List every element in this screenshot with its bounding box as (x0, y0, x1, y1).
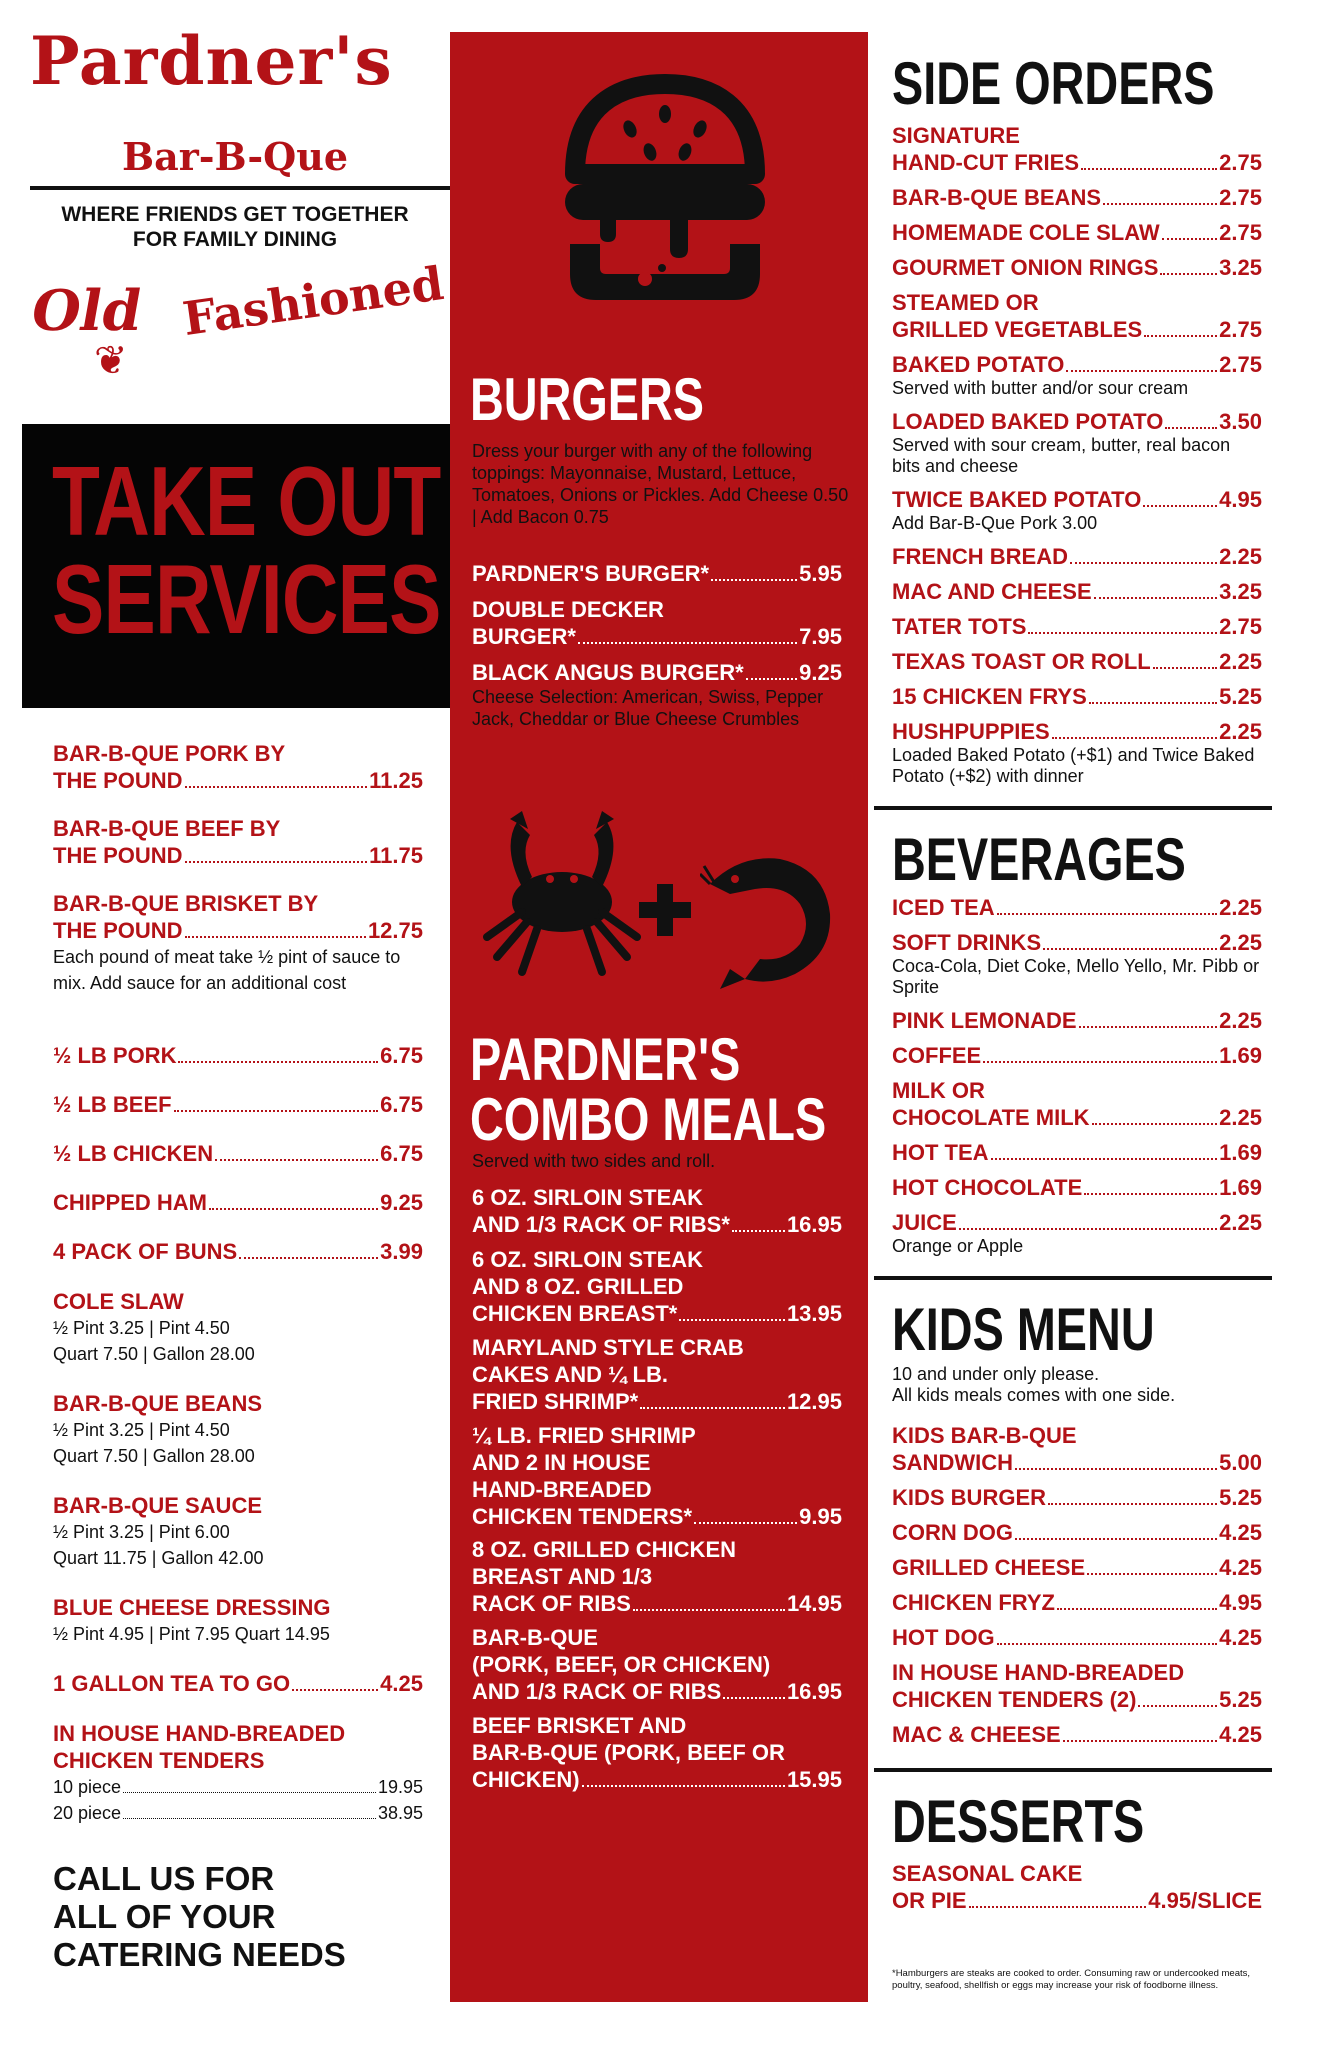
item-price: 12.75 (367, 918, 423, 943)
menu-item (472, 659, 842, 686)
menu-item (892, 1007, 1262, 1034)
item-name-2: OR PIE (892, 1888, 967, 1913)
item-price: 4.25 (1219, 1722, 1262, 1747)
item-name: ½ LB CHICKEN (53, 1141, 214, 1166)
item-price: 2.75 (1219, 185, 1262, 210)
item-name: HOT DOG (892, 1625, 995, 1650)
item-desc: Quart 7.50 | Gallon 28.00 (53, 1446, 255, 1466)
item-name: ½ LB PORK (53, 1043, 177, 1068)
menu-item (472, 1624, 842, 1705)
menu-item (53, 1720, 423, 1826)
item-name: DOUBLE DECKER (472, 597, 664, 622)
item-price: 5.25 (1219, 1485, 1262, 1510)
item-price: 2.25 (1219, 895, 1262, 920)
menu-item (53, 1492, 423, 1571)
item-line: BREAST AND 1/3 (472, 1564, 653, 1589)
item-name: HOMEMADE COLE SLAW (892, 220, 1160, 245)
item-price: 4.25 (1219, 1520, 1262, 1545)
menu-item (53, 1189, 423, 1216)
sub-label: 10 piece (53, 1777, 122, 1797)
item-price: 2.75 (1219, 220, 1262, 245)
item-price: 1.69 (1219, 1043, 1262, 1068)
item-line: MARYLAND STYLE CRAB (472, 1335, 744, 1360)
item-name: LOADED BAKED POTATO (892, 409, 1164, 434)
item-name: BAR-B-QUE PORK BY (53, 741, 286, 766)
burgers-title: BURGERS (470, 366, 705, 433)
tagline-line-2: FOR FAMILY DINING (132, 228, 338, 251)
divider (874, 1768, 1272, 1772)
item-name-2: GRILLED VEGETABLES (892, 317, 1143, 342)
menu-item (892, 894, 1262, 921)
item-name: STEAMED OR (892, 290, 1039, 315)
item-line: BAR-B-QUE (PORK, BEEF OR (472, 1740, 785, 1765)
item-name: CORN DOG (892, 1520, 1013, 1545)
item-name-2: THE POUND (53, 768, 183, 793)
kids-desc-line-2: All kids meals comes with one side. (892, 1385, 1176, 1405)
item-desc: Orange or Apple (892, 1236, 1024, 1256)
item-price: 3.25 (1219, 255, 1262, 280)
item-name: IN HOUSE HAND-BREADED (53, 1721, 346, 1746)
item-line: HAND-BREADED (472, 1477, 652, 1502)
combos-title (470, 1026, 827, 1153)
item-desc: Add Bar-B-Que Pork 3.00 (892, 513, 1098, 533)
item-price: 4.25 (380, 1671, 423, 1696)
item-price: 2.75 (1219, 150, 1262, 175)
item-desc: ½ Pint 3.25 | Pint 4.50 (53, 1318, 230, 1338)
menu-item (892, 1721, 1262, 1748)
item-desc: ½ Pint 3.25 | Pint 4.50 (53, 1420, 230, 1440)
item-name: TATER TOTS (892, 614, 1027, 639)
menu-item (472, 1422, 842, 1530)
plus-icon (635, 880, 695, 940)
item-name: CHICKEN FRYZ (892, 1590, 1055, 1615)
menu-item (892, 1624, 1262, 1651)
item-name: HOT TEA (892, 1140, 989, 1165)
item-name: MAC & CHEESE (892, 1722, 1061, 1747)
item-name: SOFT DRINKS (892, 930, 1042, 955)
menu-item (53, 1042, 423, 1069)
menu-item (892, 648, 1262, 675)
menu-item (892, 1860, 1262, 1914)
takeout-title-line-2: SERVICES (52, 544, 441, 654)
kids-desc (892, 1364, 1262, 1406)
item-price: 1.69 (1219, 1140, 1262, 1165)
item-name: COFFEE (892, 1043, 982, 1068)
menu-item (892, 1484, 1262, 1511)
item-price: 4.95 (1219, 487, 1262, 512)
item-name-2: SANDWICH (892, 1450, 1013, 1475)
callout-line-3: CATERING NEEDS (53, 1936, 346, 1973)
item-name: KIDS BAR-B-QUE (892, 1423, 1077, 1448)
menu-item (892, 718, 1262, 787)
item-name: COLE SLAW (53, 1289, 184, 1314)
item-desc: Served with butter and/or sour cream (892, 378, 1189, 398)
item-name: SIGNATURE (892, 123, 1020, 148)
menu-item (53, 1140, 423, 1167)
combos-desc: Served with two sides and roll. (472, 1151, 716, 1171)
item-line: FRIED SHRIMP* (472, 1389, 639, 1414)
item-name-2: CHOCOLATE MILK (892, 1105, 1090, 1130)
item-name-2: CHICKEN TENDERS (53, 1748, 265, 1773)
desserts-title: DESSERTS (892, 1788, 1145, 1855)
item-line: CHICKEN) (472, 1767, 580, 1792)
menu-item (892, 408, 1262, 477)
center-panel (450, 32, 868, 2002)
menu-item (892, 683, 1262, 710)
menu-item (892, 1042, 1262, 1069)
item-price: 2.25 (1219, 544, 1262, 569)
item-price: 4.25 (1219, 1555, 1262, 1580)
item-desc: Served with sour cream, butter, real bacon bits and cheese (892, 435, 1231, 476)
item-price: 1.69 (1219, 1175, 1262, 1200)
menu-item (53, 815, 423, 869)
tagline (30, 202, 440, 252)
item-price: 2.25 (1219, 930, 1262, 955)
menu-item (892, 1589, 1262, 1616)
item-name: BAKED POTATO (892, 352, 1065, 377)
menu-item (892, 1209, 1262, 1257)
item-line: CHICKEN BREAST* (472, 1301, 678, 1326)
badge-text-1: Old (26, 278, 148, 344)
menu-item (892, 219, 1262, 246)
item-name: 15 CHICKEN FRYS (892, 684, 1087, 709)
menu-item (892, 1422, 1262, 1476)
catering-callout (53, 1860, 346, 1974)
item-price: 3.50 (1219, 409, 1262, 434)
menu-item (892, 289, 1262, 343)
item-name-2: THE POUND (53, 843, 183, 868)
item-name: BLUE CHEESE DRESSING (53, 1595, 331, 1620)
item-name: GRILLED CHEESE (892, 1555, 1086, 1580)
item-name: TWICE BAKED POTATO (892, 487, 1142, 512)
sub-price: 19.95 (377, 1777, 423, 1797)
item-name: GOURMET ONION RINGS (892, 255, 1159, 280)
item-name: CHIPPED HAM (53, 1190, 208, 1215)
old-fashioned-badge (26, 256, 447, 398)
item-name: SEASONAL CAKE (892, 1861, 1083, 1886)
item-price: 6.75 (380, 1141, 423, 1166)
item-price: 13.95 (786, 1301, 842, 1326)
item-name-2: BURGER* (472, 624, 576, 649)
item-desc: Quart 11.75 | Gallon 42.00 (53, 1548, 264, 1568)
item-price: 2.25 (1219, 649, 1262, 674)
menu-item (53, 1288, 423, 1367)
menu-item (472, 1246, 842, 1327)
sides-title: SIDE ORDERS (892, 50, 1215, 117)
item-line: CHICKEN TENDERS* (472, 1504, 693, 1529)
sub-label: 20 piece (53, 1803, 122, 1823)
item-line: 6 OZ. SIRLOIN STEAK (472, 1247, 704, 1272)
kids-desc-line-1: 10 and under only please. (892, 1364, 1100, 1384)
item-line: RACK OF RIBS (472, 1591, 631, 1616)
item-line: AND 1/3 RACK OF RIBS* (472, 1212, 730, 1237)
item-price: 12.95 (786, 1389, 842, 1414)
burger-icon (560, 74, 770, 310)
item-price: 9.95 (799, 1504, 842, 1529)
item-name: JUICE (892, 1210, 957, 1235)
menu-item (892, 1659, 1262, 1713)
item-line: AND 1/3 RACK OF RIBS (472, 1679, 722, 1704)
divider (874, 806, 1272, 810)
item-desc: Cheese Selection: American, Swiss, Pepper Jack, Cheddar or Blue Cheese Crumbles (472, 687, 824, 729)
item-name: BAR-B-QUE BEANS (53, 1391, 262, 1416)
item-desc: Coca-Cola, Diet Coke, Mello Yello, Mr. Pibb or Sprite (892, 956, 1260, 997)
item-name: MILK OR (892, 1078, 985, 1103)
item-price: 11.75 (369, 843, 423, 868)
item-name: FRENCH BREAD (892, 544, 1068, 569)
item-name: HUSHPUPPIES (892, 719, 1050, 744)
menu-item (892, 486, 1262, 534)
item-price: 9.25 (380, 1190, 423, 1215)
menu-item (472, 596, 842, 650)
divider (30, 186, 450, 190)
item-name: BAR-B-QUE SAUCE (53, 1493, 262, 1518)
item-desc: ½ Pint 3.25 | Pint 6.00 (53, 1522, 230, 1542)
menu-item (892, 613, 1262, 640)
divider (874, 1276, 1272, 1280)
callout-line-1: CALL US FOR (53, 1860, 275, 1897)
item-price: 5.25 (1219, 1687, 1262, 1712)
menu-item (53, 1091, 423, 1118)
menu-item (472, 1334, 842, 1415)
item-name: KIDS BURGER (892, 1485, 1047, 1510)
item-price: 11.25 (369, 768, 423, 793)
item-line: 6 OZ. SIRLOIN STEAK (472, 1185, 704, 1210)
item-name: BAR-B-QUE BEANS (892, 185, 1101, 210)
item-name-2: CHICKEN TENDERS (2) (892, 1687, 1137, 1712)
item-price: 2.75 (1219, 317, 1262, 342)
item-price: 6.75 (380, 1043, 423, 1068)
item-price: 2.25 (1219, 1008, 1262, 1033)
item-name: BAR-B-QUE BEEF BY (53, 816, 281, 841)
item-name: 4 PACK OF BUNS (53, 1239, 238, 1264)
menu-item (892, 578, 1262, 605)
menu-item (892, 1174, 1262, 1201)
menu-item (53, 740, 423, 794)
menu-item (892, 351, 1262, 399)
menu-item (53, 1238, 423, 1265)
item-price: 4.25 (1219, 1625, 1262, 1650)
item-price: 4.95 (1219, 1590, 1262, 1615)
badge-text-2: Fashioned (179, 256, 447, 346)
item-price: 16.95 (786, 1679, 842, 1704)
menu-item (53, 890, 423, 996)
item-name: 1 GALLON TEA TO GO (53, 1671, 291, 1696)
item-desc: Loaded Baked Potato (+$1) and Twice Baked Potato (+$2) with dinner (892, 745, 1255, 786)
item-name: MAC AND CHEESE (892, 579, 1092, 604)
takeout-title (52, 446, 441, 654)
item-line: BAR-B-QUE (472, 1625, 598, 1650)
item-line: AND 8 OZ. GRILLED (472, 1274, 684, 1299)
item-desc: Each pound of meat take ½ pint of sauce to mix. Add sauce for an additional cost (53, 947, 401, 993)
item-line: BEEF BRISKET AND (472, 1713, 687, 1738)
shrimp-icon (700, 844, 840, 994)
menu-item (53, 1594, 423, 1647)
brand-name: Pardner's (30, 22, 393, 100)
item-line: CAKES AND ¼ LB. (472, 1362, 668, 1387)
item-name: ½ LB BEEF (53, 1092, 172, 1117)
item-price: 7.95 (799, 624, 842, 649)
item-price: 2.75 (1219, 352, 1262, 377)
item-line: AND 2 IN HOUSE (472, 1450, 651, 1475)
item-name: BAR-B-QUE BRISKET BY (53, 891, 319, 916)
kids-title: KIDS MENU (892, 1296, 1155, 1363)
item-name: TEXAS TOAST OR ROLL (892, 649, 1151, 674)
takeout-banner (22, 424, 452, 708)
sub-price: 38.95 (377, 1803, 423, 1823)
menu-item (472, 560, 842, 587)
item-price: 14.95 (786, 1591, 842, 1616)
item-price: 9.25 (799, 660, 842, 685)
item-price: 2.75 (1219, 614, 1262, 639)
menu-item (892, 929, 1262, 998)
item-desc: ½ Pint 4.95 | Pint 7.95 Quart 14.95 (53, 1624, 330, 1644)
menu-item (892, 1077, 1262, 1131)
item-name: ICED TEA (892, 895, 995, 920)
item-price: 2.25 (1219, 719, 1262, 744)
item-name: PINK LEMONADE (892, 1008, 1077, 1033)
takeout-title-line-1: TAKE OUT (52, 446, 441, 556)
item-desc: Quart 7.50 | Gallon 28.00 (53, 1344, 255, 1364)
menu-item (892, 184, 1262, 211)
menu-item (892, 1139, 1262, 1166)
item-name-2: HAND-CUT FRIES (892, 150, 1079, 175)
tagline-line-1: WHERE FRIENDS GET TOGETHER (61, 203, 409, 226)
footnote: *Hamburgers are steaks are cooked to order. Consuming raw or undercooked meats, poultry, seafood, shellfish or eggs may increase your risk of foodborne illness. (892, 1968, 1251, 1991)
item-name-2: THE POUND (53, 918, 183, 943)
combos-title-line-1: PARDNER'S (470, 1026, 741, 1093)
item-price: 2.25 (1219, 1105, 1262, 1130)
combos-title-line-2: COMBO MEALS (470, 1086, 827, 1153)
item-line: ¼ LB. FRIED SHRIMP (472, 1423, 696, 1448)
menu-item (53, 1390, 423, 1469)
item-price: 6.75 (380, 1092, 423, 1117)
menu-item (472, 1536, 842, 1617)
item-name: BLACK ANGUS BURGER* (472, 660, 744, 685)
burgers-desc: Dress your burger with any of the following toppings: Mayonnaise, Mustard, Lettuce, Tomatoes, Onions or Pickles. Add Cheese 0.50 | Add Bacon 0.75 (472, 441, 849, 527)
brand-sub: Bar-B-Que (122, 134, 349, 179)
swirl-icon: ❦ (94, 338, 128, 384)
item-name: PARDNER'S BURGER* (472, 561, 710, 586)
item-name: HOT CHOCOLATE (892, 1175, 1083, 1200)
item-price: 3.25 (1219, 579, 1262, 604)
menu-item (472, 1712, 842, 1793)
menu-item (892, 122, 1262, 176)
item-price: 5.25 (1219, 684, 1262, 709)
item-price: 3.99 (380, 1239, 423, 1264)
beverages-title: BEVERAGES (892, 826, 1186, 893)
menu-item (472, 1184, 842, 1238)
menu-item (892, 543, 1262, 570)
callout-line-2: ALL OF YOUR (53, 1898, 276, 1935)
menu-item (892, 1519, 1262, 1546)
item-name: IN HOUSE HAND-BREADED (892, 1660, 1185, 1685)
item-price: 16.95 (786, 1212, 842, 1237)
menu-item (892, 1554, 1262, 1581)
item-price: 5.95 (799, 561, 842, 586)
item-price: 4.95/SLICE (1148, 1888, 1262, 1913)
item-price: 5.00 (1219, 1450, 1262, 1475)
item-price: 15.95 (786, 1767, 842, 1792)
menu-item (892, 254, 1262, 281)
item-line: (PORK, BEEF, OR CHICKEN) (472, 1652, 771, 1677)
menu-item (53, 1670, 423, 1697)
item-price: 2.25 (1219, 1210, 1262, 1235)
item-line: 8 OZ. GRILLED CHICKEN (472, 1537, 737, 1562)
